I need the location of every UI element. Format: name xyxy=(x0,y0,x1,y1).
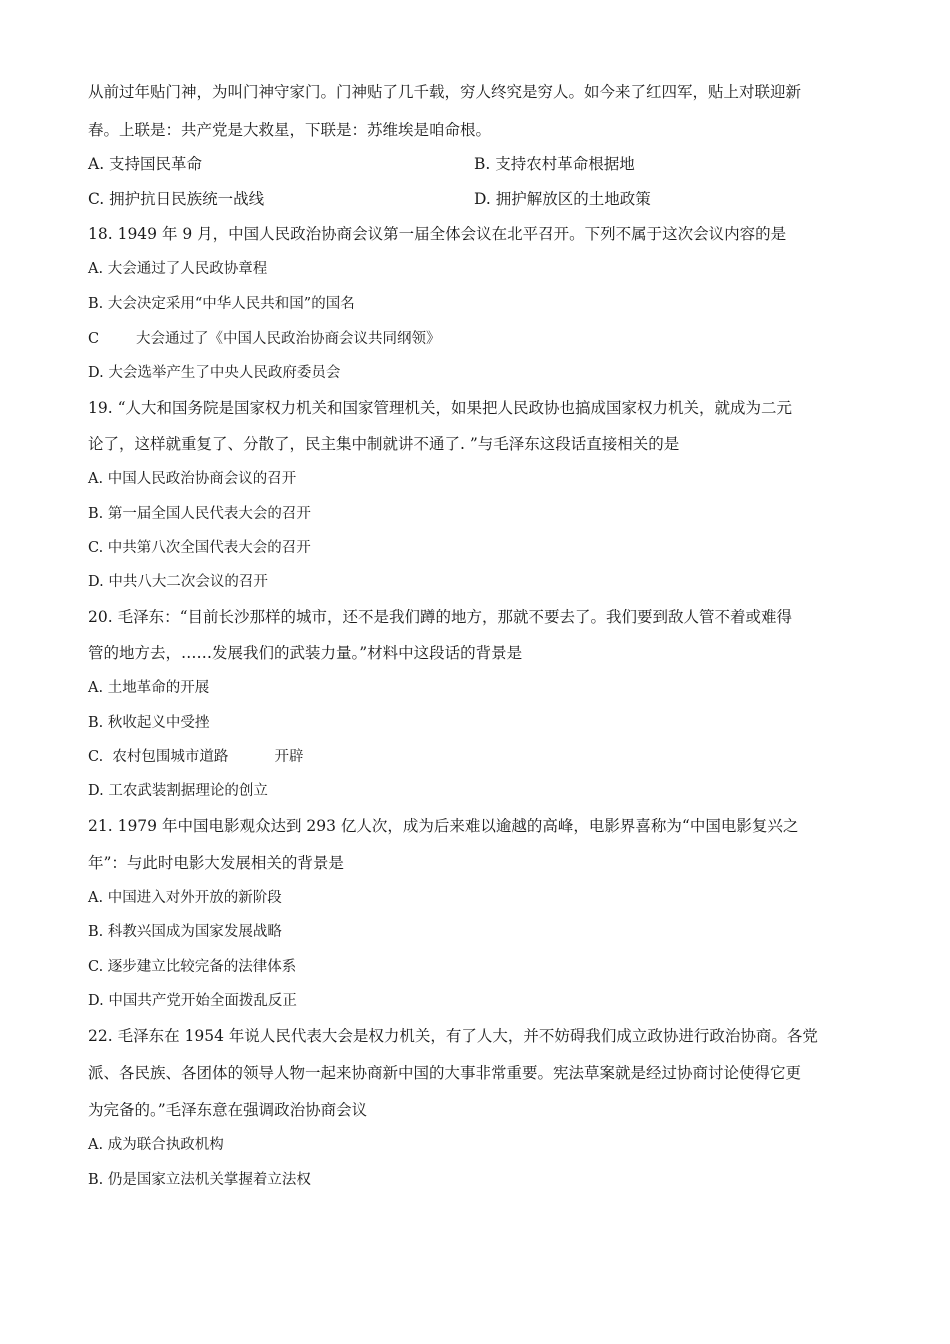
q22-stem-line-1: 22. 毛泽东在 1954 年说人民代表大会是权力机关，有了人大，并不妨碍我们成立政协进行政治协商。各党 xyxy=(88,1027,818,1045)
q21-option-d[interactable]: D. 中国共产党开始全面拨乱反正 xyxy=(88,993,297,1009)
q17-option-b[interactable]: B. 支持农村革命根据地 xyxy=(474,155,635,173)
q17-options-row-2 xyxy=(88,189,868,209)
q17-stem-line-1: 从前过年贴门神，为叫门神守家门。门神贴了几千载，穷人终究是穷人。如今来了红四军，贴上对联迎新 xyxy=(88,83,802,101)
q18-option-a[interactable]: A. 大会通过了人民政协章程 xyxy=(88,261,268,277)
q21-option-c[interactable]: C. 逐步建立比较完备的法律体系 xyxy=(88,959,297,975)
q17-option-c[interactable]: C. 拥护抗日民族统一战线 xyxy=(88,190,265,208)
q17-option-a[interactable]: A. 支持国民革命 xyxy=(88,155,203,173)
q22-option-a[interactable]: A. 成为联合执政机构 xyxy=(88,1137,224,1153)
q22-option-b[interactable]: B. 仍是国家立法机关掌握着立法权 xyxy=(88,1172,311,1188)
q20-option-a[interactable]: A. 土地革命的开展 xyxy=(88,680,210,696)
q20-option-b[interactable]: B. 秋收起义中受挫 xyxy=(88,715,210,731)
q17-option-d[interactable]: D. 拥护解放区的土地政策 xyxy=(474,190,651,208)
q19-option-d[interactable]: D. 中共八大二次会议的召开 xyxy=(88,574,268,590)
q21-stem-line-1: 21. 1979 年中国电影观众达到 293 亿人次，成为后来难以逾越的高峰，电影界喜称为“中国电影复兴之 xyxy=(88,817,799,835)
q18-stem: 18. 1949 年 9 月，中国人民政治协商会议第一届全体会议在北平召开。下列不属于这次会议内容的是 xyxy=(88,225,787,243)
q20-stem-line-1: 20. 毛泽东：“目前长沙那样的城市，还不是我们蹲的地方，那就不要去了。我们要到敌人管不着或难得 xyxy=(88,608,793,626)
q22-stem-line-3: 为完备的。”毛泽东意在强调政治协商会议 xyxy=(88,1101,368,1119)
q17-options-row-1 xyxy=(88,154,868,174)
q19-option-c[interactable]: C. 中共第八次全国代表大会的召开 xyxy=(88,540,311,556)
q18-option-b[interactable]: B. 大会决定采用“中华人民共和国”的国名 xyxy=(88,296,355,312)
q21-stem-line-2: 年”：与此时电影大发展相关的背景是 xyxy=(88,854,344,872)
q21-option-b[interactable]: B. 科教兴国成为国家发展战略 xyxy=(88,924,282,940)
q19-stem-line-2: 论了，这样就重复了、分散了，民主集中制就讲不通了. ”与毛泽东这段话直接相关的是 xyxy=(88,435,680,453)
q21-option-a[interactable]: A. 中国进入对外开放的新阶段 xyxy=(88,890,282,906)
q18-option-c[interactable]: C 大会通过了《中国人民政治协商会议共同纲领》 xyxy=(88,331,441,347)
q19-option-b[interactable]: B. 第一届全国人民代表大会的召开 xyxy=(88,506,311,522)
q19-stem-line-1: 19. “人大和国务院是国家权力机关和国家管理机关，如果把人民政协也搞成国家权力机关，就成为二元 xyxy=(88,399,793,417)
q20-option-d[interactable]: D. 工农武装割据理论的创立 xyxy=(88,783,268,799)
q18-option-d[interactable]: D. 大会选举产生了中央人民政府委员会 xyxy=(88,365,341,381)
q20-stem-line-2: 管的地方去，……发展我们的武装力量。”材料中这段话的背景是 xyxy=(88,644,523,662)
q20-option-c[interactable]: C. 农村包围城市道路 开辟 xyxy=(88,749,304,765)
q19-option-a[interactable]: A. 中国人民政治协商会议的召开 xyxy=(88,471,297,487)
q17-stem-line-2: 春。上联是：共产党是大救星，下联是：苏维埃是咱命根。 xyxy=(88,121,492,139)
q22-stem-line-2: 派、各民族、各团体的领导人物一起来协商新中国的大事非常重要。宪法草案就是经过协商讨论使得它更 xyxy=(88,1064,802,1082)
